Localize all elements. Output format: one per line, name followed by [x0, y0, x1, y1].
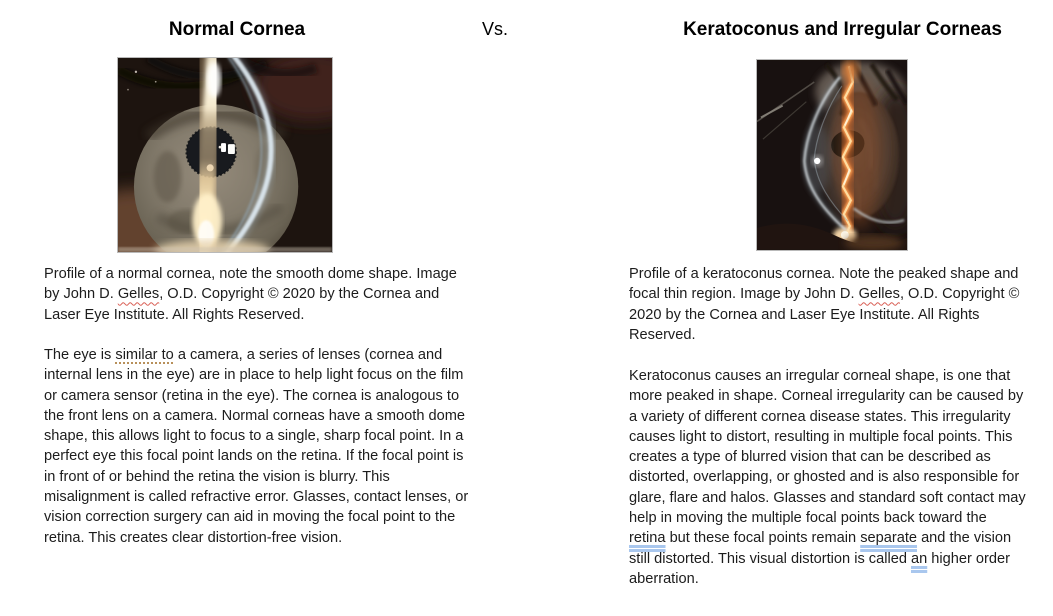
vs-separator: Vs. [481, 19, 508, 39]
spell-marked-text: Gelles [858, 286, 900, 303]
left-title: Normal Cornea [168, 19, 306, 40]
right-body-paragraph: Keratoconus causes an irregular corneal shape, is one that more peaked in shape. Corneal irregularity can be caused by a variety of different cornea disease states. This irregularity causes light to distort, resulting in multiple focal points. This creates a type of blurred vision that can be described as distorted, overlapping, or ghosted and is also responsible for glare, flare and halos. Glasses and standard soft contact may help in moving the multiple focal points back toward the retina but these focal points remain separate and the vision still distorted. This visual distortion is called an higher order aberration. [629, 368, 1026, 587]
right-title: Keratoconus and Irregular Corneas [683, 19, 1002, 40]
left-caption: Profile of a normal cornea, note the smooth dome shape. Image by John D. Gelles, O.D. Copyright © 2020 by the Cornea and Laser Eye Institute. All Rights Reserved. [44, 266, 457, 323]
keratoconus-cornea-photo [756, 59, 908, 251]
grammar-marked-text: separate [860, 530, 918, 547]
right-caption: Profile of a keratoconus cornea. Note the peaked shape and focal thin region. Image by John D. Gelles, O.D. Copyright © 2020 by the Cornea and Laser Eye Institute. All Rights Reserved. [629, 266, 1020, 343]
bottom-edge-strip [118, 247, 332, 252]
left-body-paragraph: The eye is similar to a camera, a series of lenses (cornea and internal lens in the eye) are in place to help light focus on the film or camera sensor (retina in the eye). The cornea is analogous to the front lens on a camera. Normal corneas have a smooth dome shape, this allows light to focus to a single, sharp focal point. In a perfect eye this focal point lands on the retina. If the focal point is in front of or behind the retina the vision is blurry. This misalignment is called refractive error. Glasses, contact lenses, or vision correction surgery can aid in moving the focal point to the retina. This creates clear distortion-free vision. [44, 347, 469, 546]
grammar-marked-text: retina [629, 530, 666, 547]
normal-cornea-photo [117, 57, 333, 253]
pupil-glint-2 [228, 144, 235, 154]
grammar-marked-text: an [911, 550, 928, 567]
spell-marked-text: Gelles [117, 286, 160, 303]
style-marked-text: similar to [115, 347, 174, 363]
keratoconus-cornea-illustration [757, 60, 907, 250]
slit-beam [192, 58, 222, 252]
normal-cornea-illustration [118, 58, 332, 252]
